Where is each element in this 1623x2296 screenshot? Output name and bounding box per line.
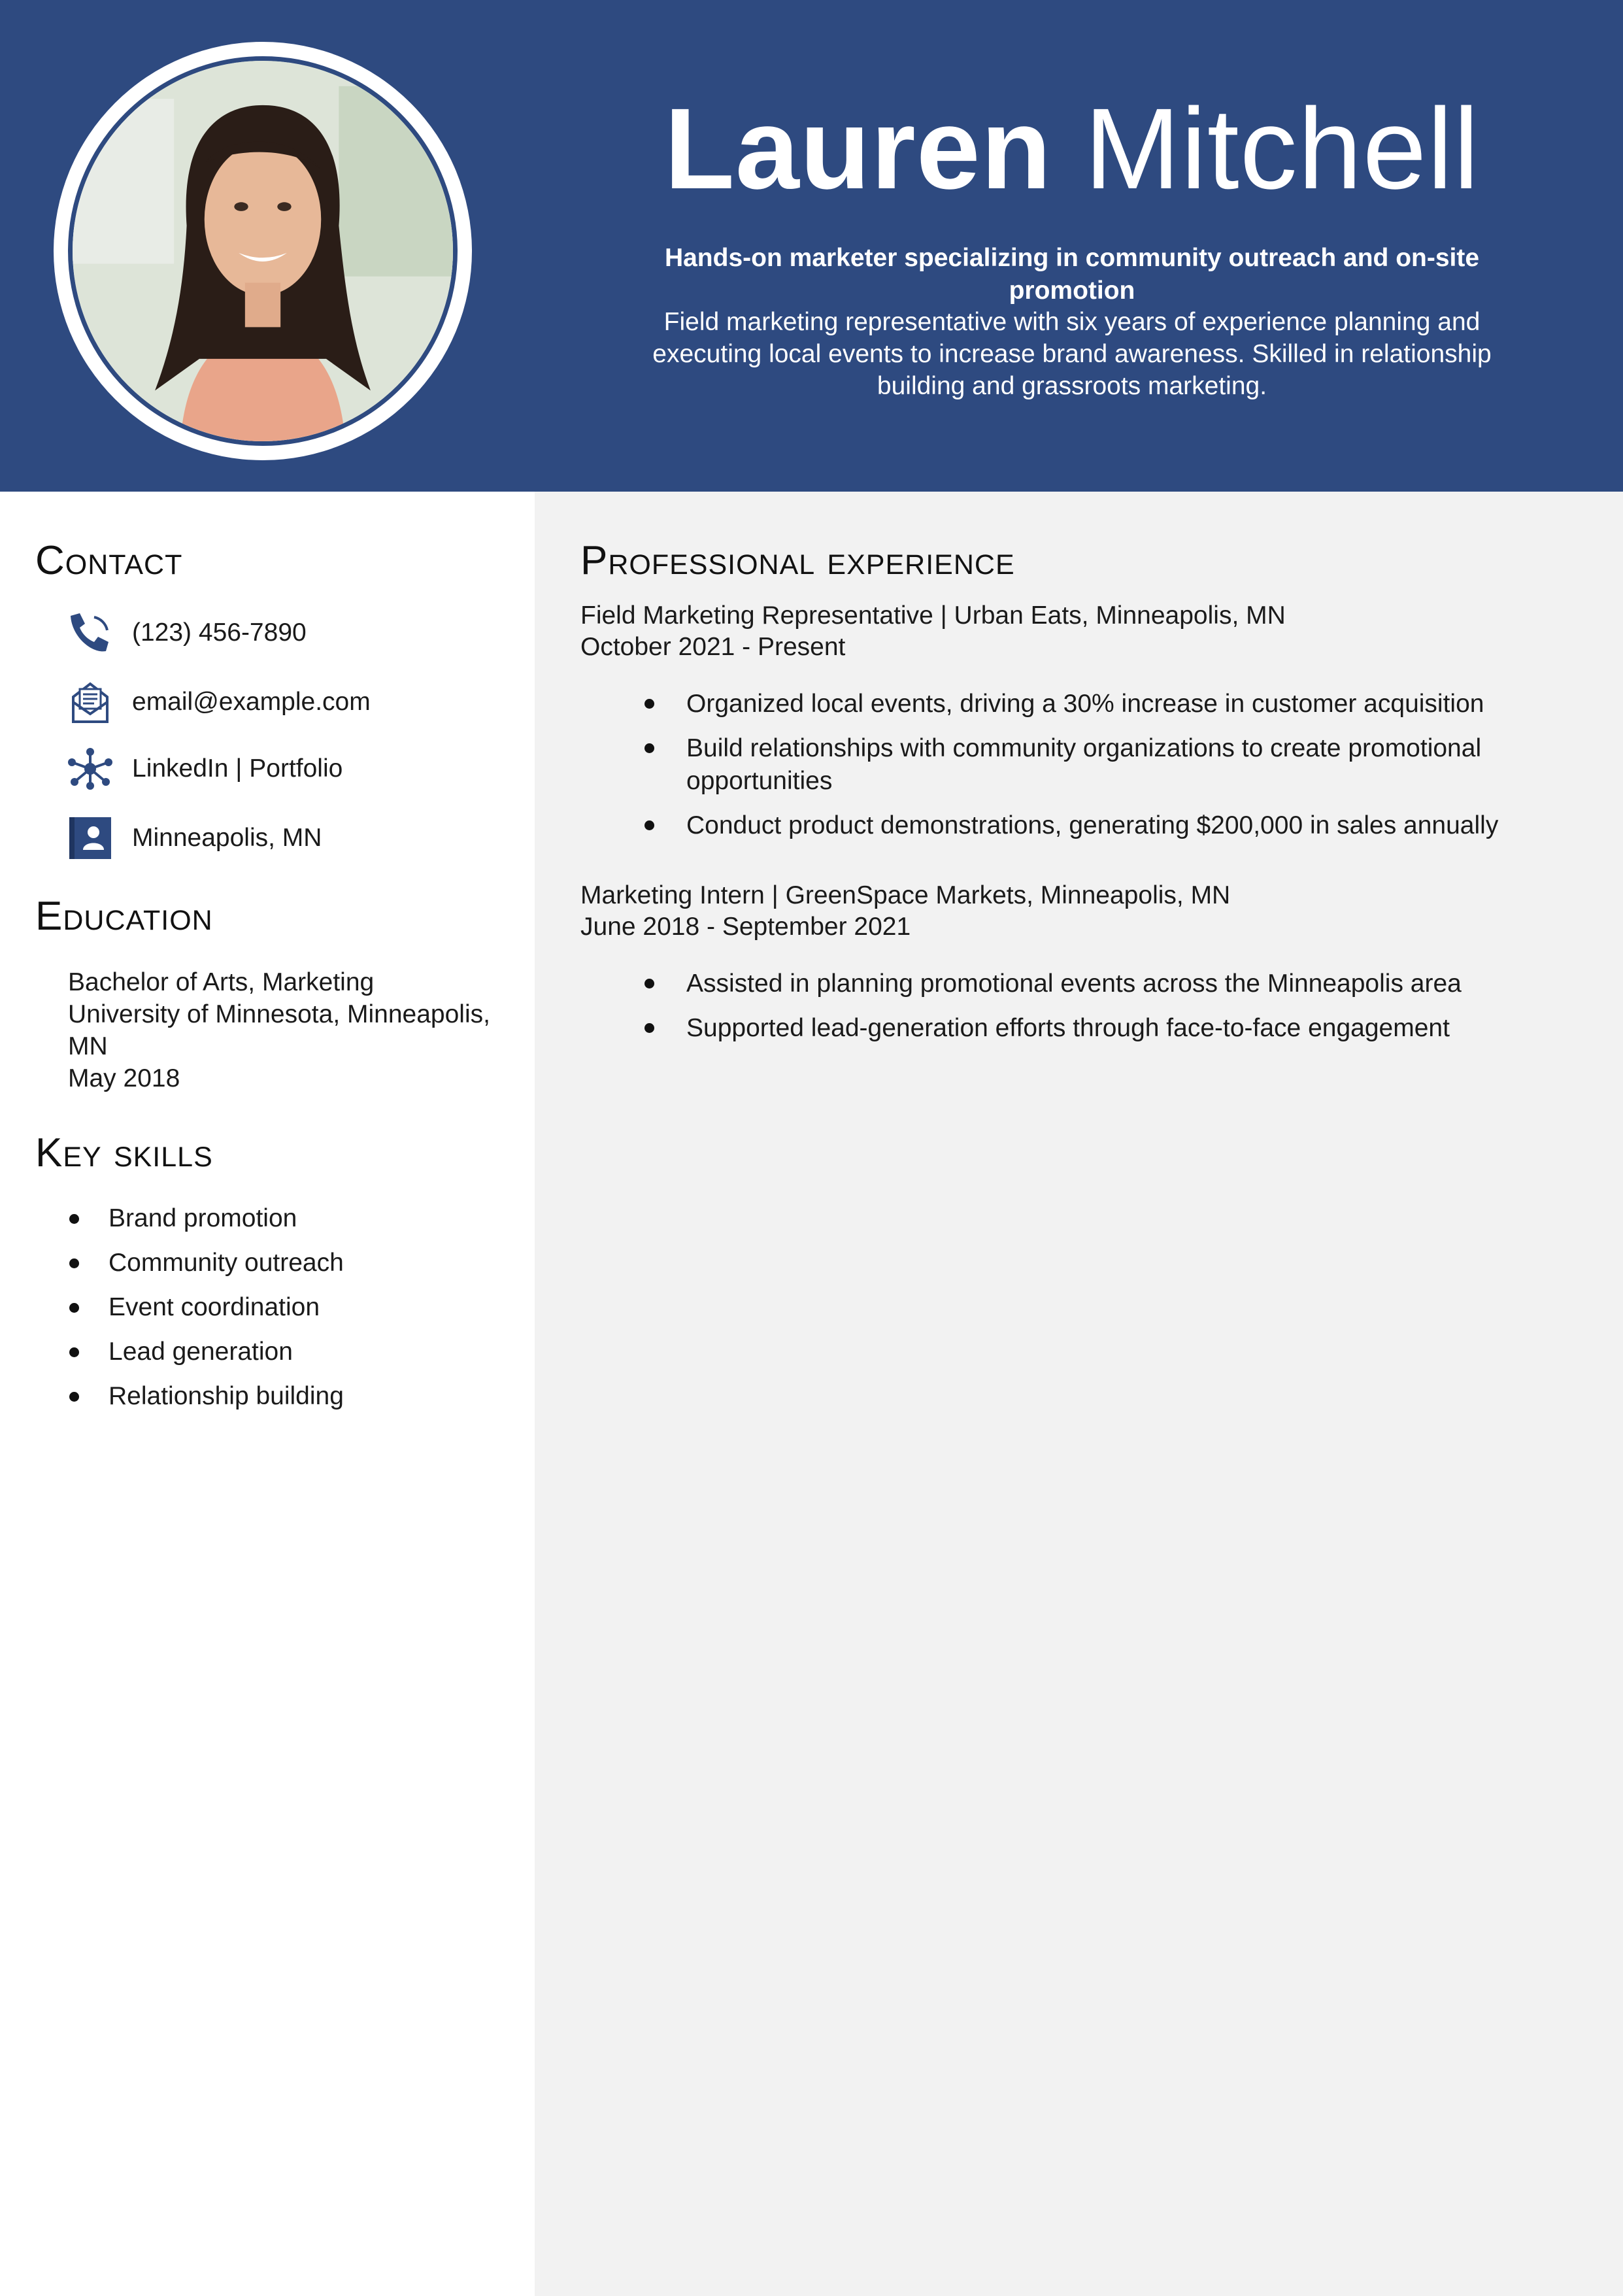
education-heading: Education [35,894,213,939]
contact-email [65,676,523,728]
bullet [69,1303,79,1313]
job-title: Field Marketing Representative | Urban Eats, Minneapolis, MN [580,601,1286,630]
email-address: email@example.com [132,688,371,716]
bullet [69,1258,79,1268]
contact-phone [65,607,523,659]
header-banner [0,0,1623,492]
graduation-date: May 2018 [68,1064,180,1092]
skills-list [65,1203,523,1425]
job-bullet-list [641,688,1556,854]
job-dates: October 2021 - Present [580,633,846,661]
contact-card-icon [65,816,115,860]
list-item: Assisted in planning promotional events across the Minneapolis area [641,968,1556,1000]
phone-number: (123) 456-7890 [132,618,307,647]
links-text: LinkedIn | Portfolio [132,754,343,783]
degree: Bachelor of Arts, Marketing [68,968,375,996]
contact-location [65,812,523,864]
envelope-icon [65,680,115,724]
bullet [644,699,654,709]
contact-links [65,743,523,795]
location-text: Minneapolis, MN [132,824,322,852]
network-icon [65,747,115,791]
job-bullet-list [641,968,1556,1056]
list-item: Community outreach [65,1247,523,1292]
list-item: Relationship building [65,1381,523,1425]
bullet [69,1392,79,1402]
headline: Hands-on marketer specializing in community outreach and on-site promotion [664,244,1480,305]
list-item: Build relationships with community organizations to create promotional opportunities [641,732,1556,798]
experience-heading: Professional experience [580,538,1015,583]
bullet [69,1214,79,1224]
list-item: Supported lead-generation efforts through face-to-face engagement [641,1012,1556,1045]
job-title: Marketing Intern | GreenSpace Markets, Minneapolis, MN [580,881,1231,909]
list-item: Lead generation [65,1336,523,1381]
profile-photo [68,56,458,446]
contact-heading: Contact [35,538,183,583]
first-name: Lauren [664,85,1052,213]
list-item: Conduct product demonstrations, generating $200,000 in sales annually [641,809,1556,842]
list-item: Brand promotion [65,1203,523,1247]
phone-icon [65,611,115,655]
school: University of Minnesota, Minneapolis, MN [68,1000,490,1060]
bullet [644,1023,654,1033]
candidate-name [588,84,1556,214]
job-dates: June 2018 - September 2021 [580,913,911,941]
bullet [644,820,654,830]
profile-photo-frame [54,42,472,460]
last-name: Mitchell [1084,85,1480,213]
bullet [69,1347,79,1357]
summary: Field marketing representative with six years of experience planning and executing local events to increase brand awareness. Skilled in relationship building and grassroots marketing. [652,308,1492,400]
list-item: Organized local events, driving a 30% increase in customer acquisition [641,688,1556,720]
list-item: Event coordination [65,1292,523,1336]
skills-heading: Key skills [35,1130,213,1175]
education-entry [68,966,519,1094]
bullet [644,743,654,753]
bullet [644,979,654,988]
